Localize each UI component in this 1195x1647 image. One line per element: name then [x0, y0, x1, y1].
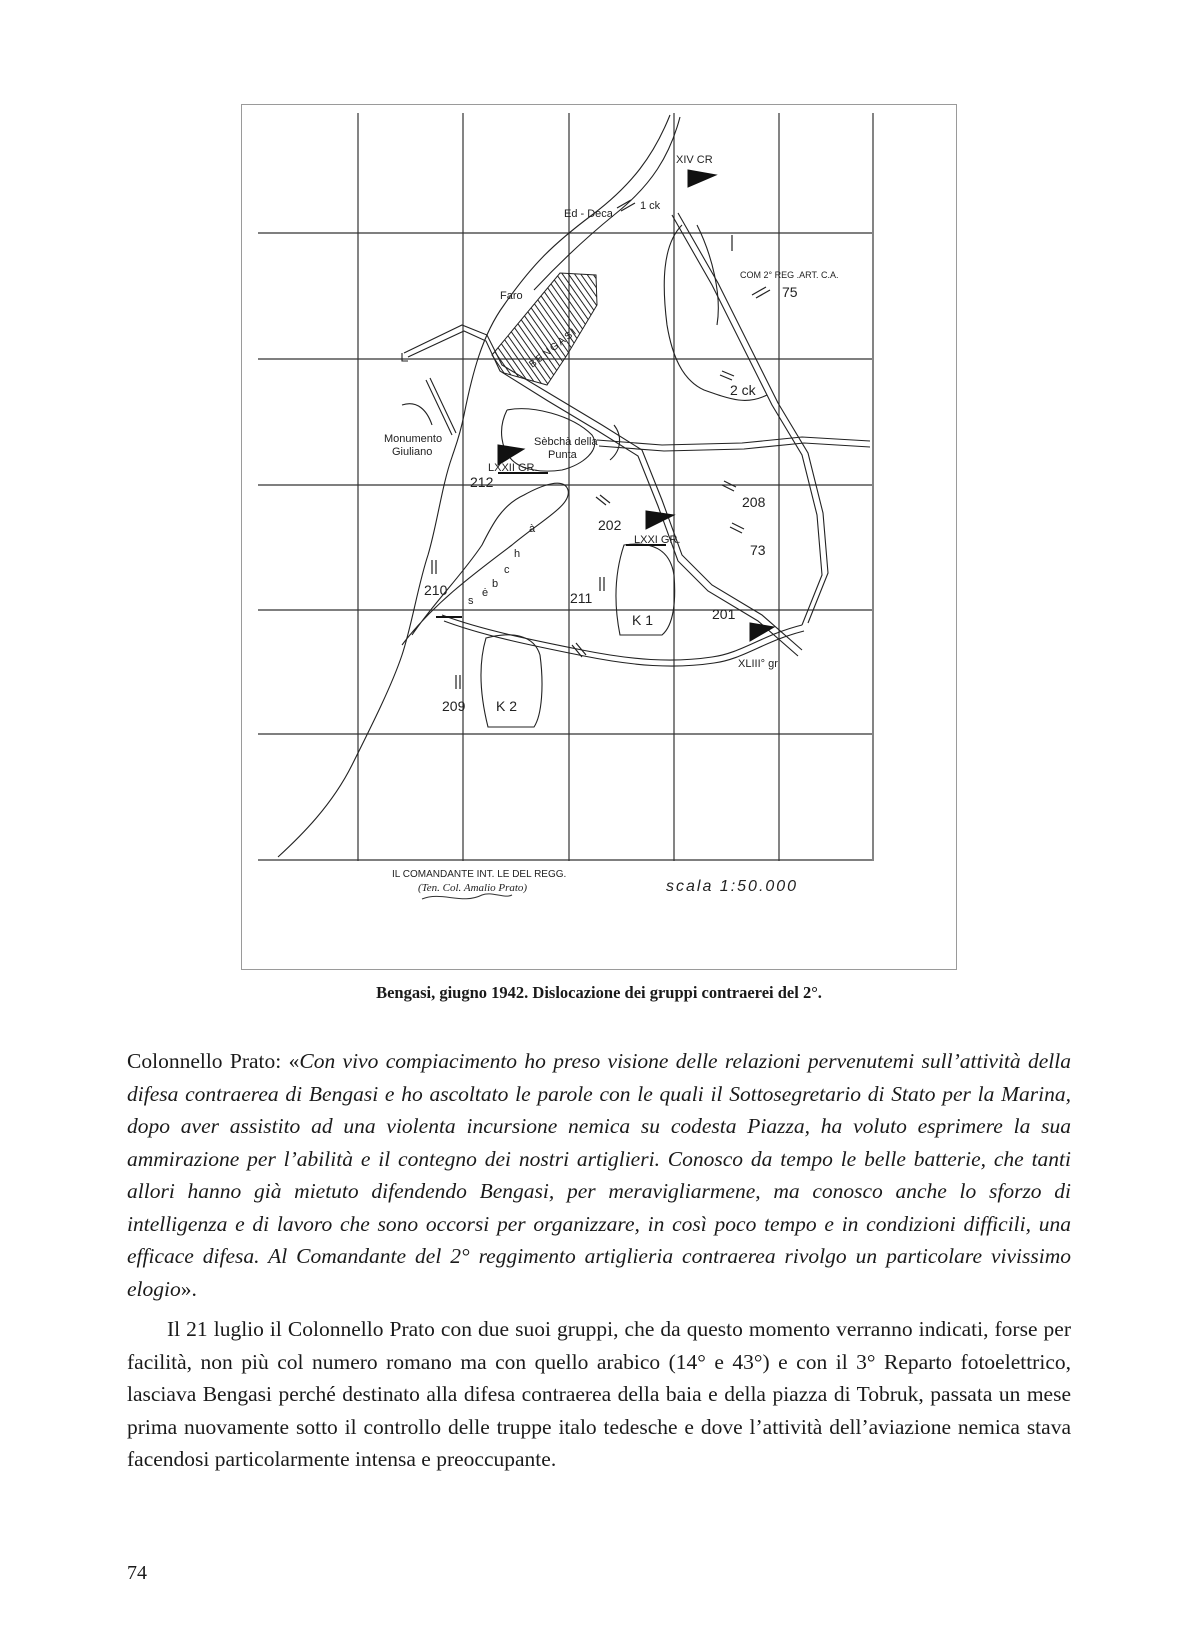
paragraph-quote	[127, 1045, 1071, 1305]
label-209: 209	[442, 698, 466, 714]
battery-flags	[436, 170, 774, 641]
label-giuliano: Giuliano	[392, 446, 433, 458]
label-faro: Faro	[500, 290, 523, 302]
label-sebcha-letter: ė	[482, 587, 489, 599]
quote-body: Con vivo compiacimento ho preso visione delle relazioni pervenutemi sull’attività della difesa contraerea di Bengasi e ho ascoltato le parole con le quali il Sottosegretario di Stato per la Marina, dopo aver assistito ad una violenta incursione nemica su codesta Piazza, ha voluto esprimere la sua ammirazione per l’abilità e il contegno dei nostri artiglieri. Conosco da tempo le belle batterie, che tanti allori hanno già mietuto difendendo Bengasi, per meravigliarmene, ma conosco anche lo sforzo di intelligenza e di lavoro che sono occorsi per organizzare, in così poco tempo e in condizioni difficili, una efficace difesa. Al Comandante del 2° reggimento artiglieria contraerea rivolgo un particolare vivissimo elogio	[127, 1049, 1071, 1301]
label-sebcha-letter: c	[504, 564, 510, 576]
label-lxxii: LXXII GR.	[488, 462, 538, 474]
label-com-reg: COM 2° REG .ART. C.A.	[740, 270, 839, 280]
label-sebcha-letter: s	[468, 595, 474, 607]
label-208: 208	[742, 494, 766, 510]
handwritten-signature	[422, 894, 512, 899]
label-k1: K 1	[632, 612, 654, 628]
label-k2: K 2	[496, 698, 518, 714]
label-monumento: Monumento	[384, 433, 443, 445]
label-sebcha-letter: b	[492, 578, 499, 590]
map-scale: scala 1:50.000	[666, 878, 799, 895]
signature-title: IL COMANDANTE INT. LE DEL REGG.	[392, 869, 567, 880]
label-73: 73	[750, 542, 766, 558]
label-201: 201	[712, 606, 736, 622]
map-coastline	[278, 115, 870, 857]
label-punta: Punta	[548, 449, 577, 461]
label-210: 210	[424, 582, 448, 598]
label-75: 75	[782, 284, 798, 300]
map-figure	[241, 104, 957, 970]
label-212: 212	[470, 474, 494, 490]
bengasi-map	[242, 105, 956, 969]
label-bengasi: BENGASI	[527, 325, 581, 371]
quote-close: ».	[180, 1276, 197, 1301]
label-xliii: XLIII° gr	[738, 658, 778, 670]
label-sebcha-letter: h	[514, 548, 521, 560]
figure-caption: Bengasi, giugno 1942. Dislocazione dei gruppi contraerei del 2°.	[376, 983, 822, 1002]
label-211: 211	[570, 590, 593, 606]
signature-name: (Ten. Col. Amalio Prato)	[418, 882, 528, 894]
map-grid	[258, 113, 873, 861]
paragraph-body: Il 21 luglio il Colonnello Prato con due suoi gruppi, che da questo momento verranno indicati, forse per facilità, non più col numero romano ma con quello arabico (14° e 43°) e con il 3° Reparto fotoelettrico, lasciava Bengasi perché destinato alla difesa contraerea della baia e della piazza di Tobruk, passata un mese prima nuovamente sotto il controllo delle truppe italo tedesche e dove l’attività dell’aviazione nemica stava facendosi particolarmente intensa e preoccupante.	[127, 1317, 1071, 1471]
label-sebcha-letter: à	[529, 523, 536, 535]
label-2ck: 2 ck	[730, 382, 756, 398]
quote-intro: Colonnello Prato: «	[127, 1049, 300, 1073]
label-ed-deca: Ed - Deca	[564, 208, 613, 220]
label-1ck: 1 ck	[640, 200, 661, 212]
label-xiv-cr: XIV CR	[676, 154, 713, 166]
label-202: 202	[598, 517, 622, 533]
page-number: 74	[127, 1562, 147, 1584]
label-sebcha: Sèbchà della	[534, 436, 598, 448]
label-lxxi: LXXI GR.	[634, 534, 681, 546]
